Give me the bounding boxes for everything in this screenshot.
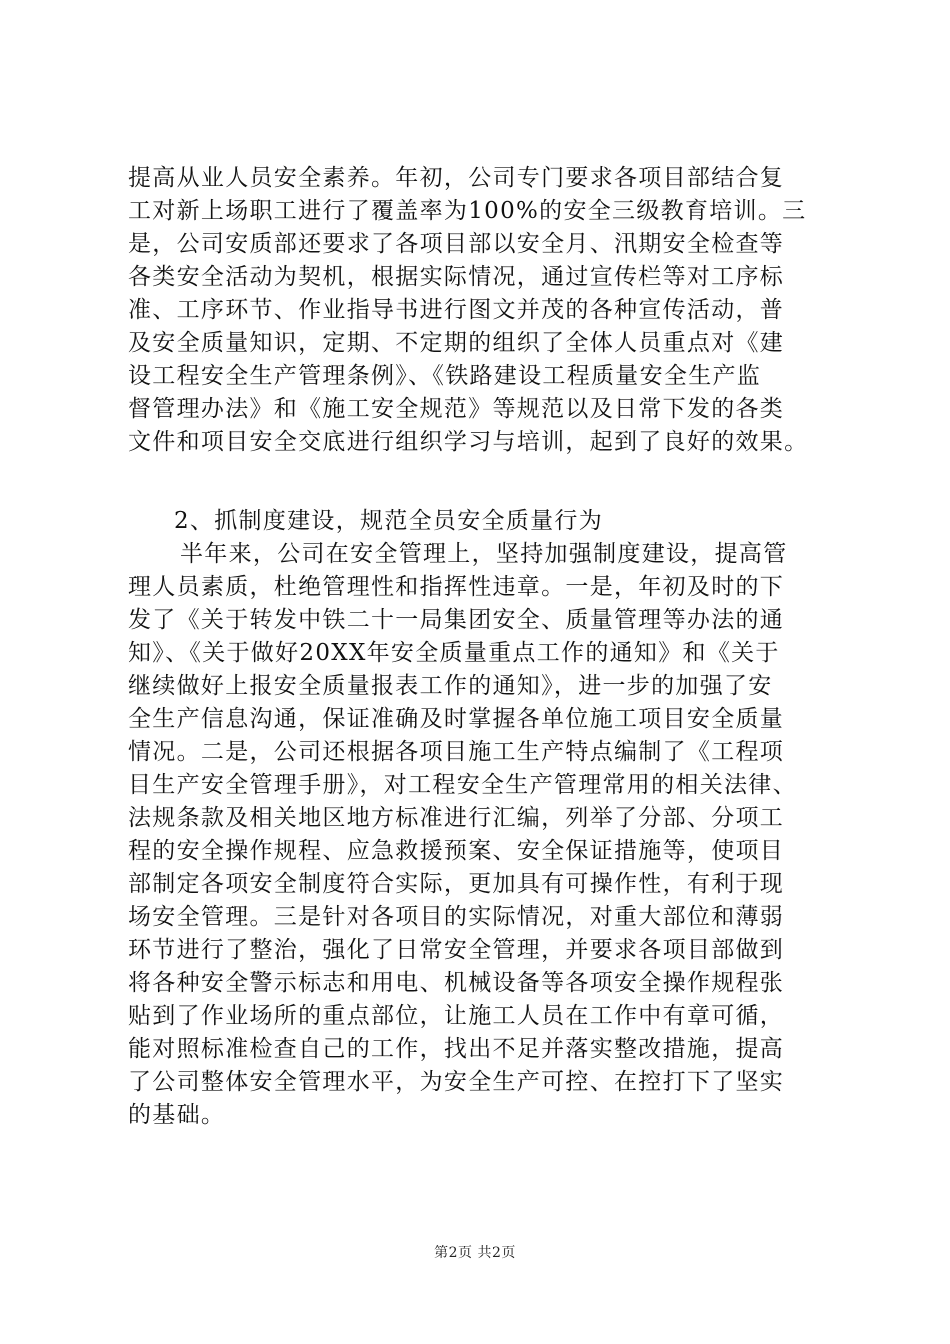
text-line: 继续做好上报安全质量报表工作的通知》，进一步的加强了安 [128,673,773,699]
text-line: 环节进行了整治，强化了日常安全管理，并要求各项目部做到 [128,937,785,963]
text-line: 文件和项目安全交底进行组织学习与培训，起到了良好的效果。 [128,429,809,455]
text-line: 工对新上场职工进行了覆盖率为100%的安全三级教育培训。三 [128,198,807,224]
section-heading-text: 2、抓制度建设，规范全员安全质量行为 [174,508,604,534]
text-line: 法规条款及相关地区地方标准进行汇编，列举了分部、分项工 [128,805,785,831]
text-line: 部制定各项安全制度符合实际，更加具有可操作性，有利于现 [128,871,785,897]
text-line: 及安全质量知识，定期、不定期的组织了全体人员重点对《建 [128,330,785,356]
text-line: 半年来，公司在安全管理上，坚持加强制度建设，提高管 [180,541,788,567]
paragraph-2 [128,538,828,1132]
text-line: 设工程安全生产管理条例》、《铁路建设工程质量安全生产监 [128,363,762,389]
text-line: 程的安全操作规程、应急救援预案、安全保证措施等，使项目 [128,838,785,864]
text-line: 贴到了作业场所的重点部位，让施工人员在工作中有章可循， [128,1003,785,1029]
text-line: 知》、《关于做好20XX年安全质量重点工作的通知》和《关于 [128,640,780,666]
text-line: 各类安全活动为契机，根据实际情况，通过宣传栏等对工序标 [128,264,785,290]
text-line: 了公司整体安全管理水平，为安全生产可控、在控打下了坚实 [128,1069,785,1095]
text-line: 场安全管理。三是针对各项目的实际情况，对重大部位和薄弱 [128,904,785,930]
section-heading [128,505,828,538]
text-line: 的基础。 [128,1102,226,1128]
text-line: 是，公司安质部还要求了各项目部以安全月、汛期安全检查等 [128,231,785,257]
text-line: 提高从业人员安全素养。年初，公司专门要求各项目部结合复 [128,165,785,191]
text-line: 目生产安全管理手册》，对工程安全生产管理常用的相关法律、 [128,772,797,798]
text-line: 督管理办法》和《施工安全规范》等规范以及日常下发的各类 [128,396,785,422]
paragraph-1 [128,162,828,459]
text-line: 理人员素质，杜绝管理性和指挥性违章。一是，年初及时的下 [128,574,785,600]
text-line: 情况。二是，公司还根据各项目施工生产特点编制了《工程项 [128,739,785,765]
text-line: 能对照标准检查自己的工作，找出不足并落实整改措施，提高 [128,1036,785,1062]
text-line: 将各种安全警示标志和用电、机械设备等各项安全操作规程张 [128,970,785,996]
text-line: 全生产信息沟通，保证准确及时掌握各单位施工项目安全质量 [128,706,785,732]
text-line: 准、工序环节、作业指导书进行图文并茂的各种宣传活动，普 [128,297,785,323]
page-footer: 第2页 共2页 [434,1245,516,1261]
text-line: 发了《关于转发中铁二十一局集团安全、质量管理等办法的通 [128,607,785,633]
